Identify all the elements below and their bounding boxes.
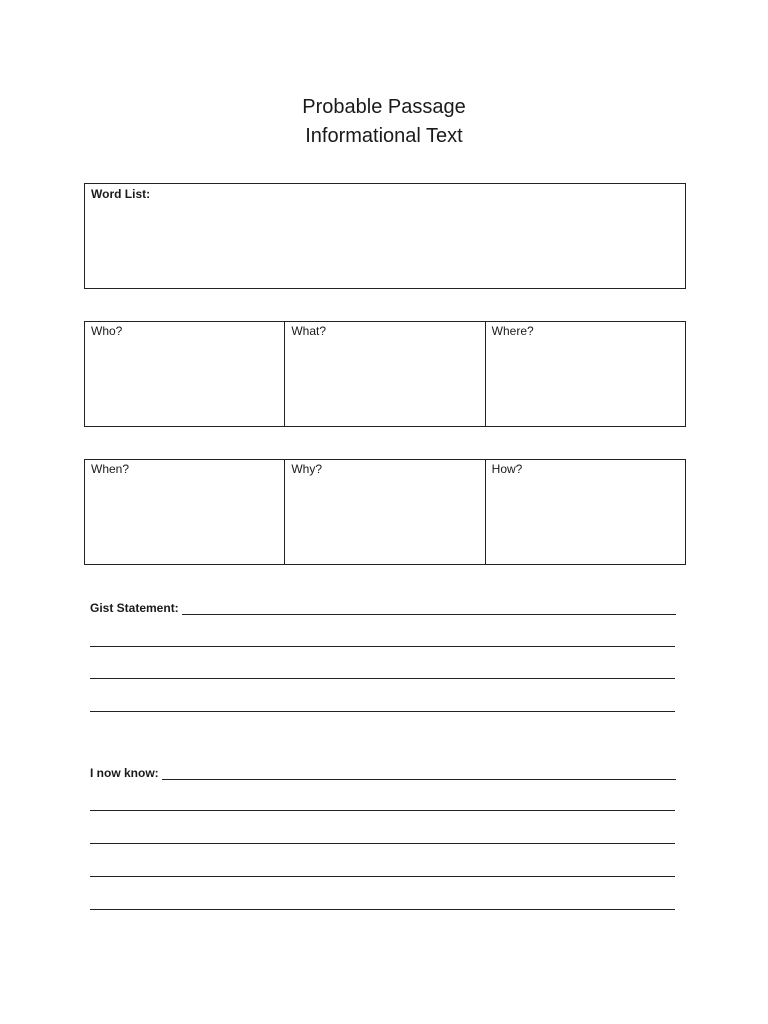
what-cell[interactable] [285, 322, 485, 426]
where-cell[interactable] [486, 322, 685, 426]
who-label: Who? [91, 324, 123, 338]
gist-statement-label: Gist Statement: [90, 601, 179, 615]
now-know-blank-line[interactable] [90, 876, 675, 877]
gist-statement-row[interactable] [90, 597, 676, 615]
what-label: What? [291, 324, 327, 338]
document-title-block [0, 93, 768, 151]
where-label: Where? [491, 324, 534, 338]
now-know-blank-line[interactable] [90, 843, 675, 844]
who-cell[interactable] [85, 322, 285, 426]
word-list-label: Word List: [91, 187, 151, 201]
how-label: How? [491, 462, 523, 476]
document-subtitle: Informational Text [305, 125, 463, 147]
now-know-blank-line[interactable] [90, 909, 675, 910]
question-grid-row-1 [84, 321, 686, 427]
now-know-line[interactable] [162, 766, 676, 780]
now-know-row[interactable] [90, 762, 676, 780]
document-title: Probable Passage [302, 96, 466, 118]
when-cell[interactable] [85, 460, 285, 564]
gist-blank-line[interactable] [90, 711, 675, 712]
gist-statement-line[interactable] [182, 601, 676, 615]
now-know-blank-line[interactable] [90, 810, 675, 811]
why-cell[interactable] [285, 460, 485, 564]
word-list-box[interactable] [84, 183, 686, 289]
gist-blank-line[interactable] [90, 646, 675, 647]
when-label: When? [91, 462, 130, 476]
question-grid-row-2 [84, 459, 686, 565]
why-label: Why? [291, 462, 323, 476]
gist-blank-line[interactable] [90, 678, 675, 679]
now-know-label: I now know: [90, 766, 159, 780]
how-cell[interactable] [486, 460, 685, 564]
